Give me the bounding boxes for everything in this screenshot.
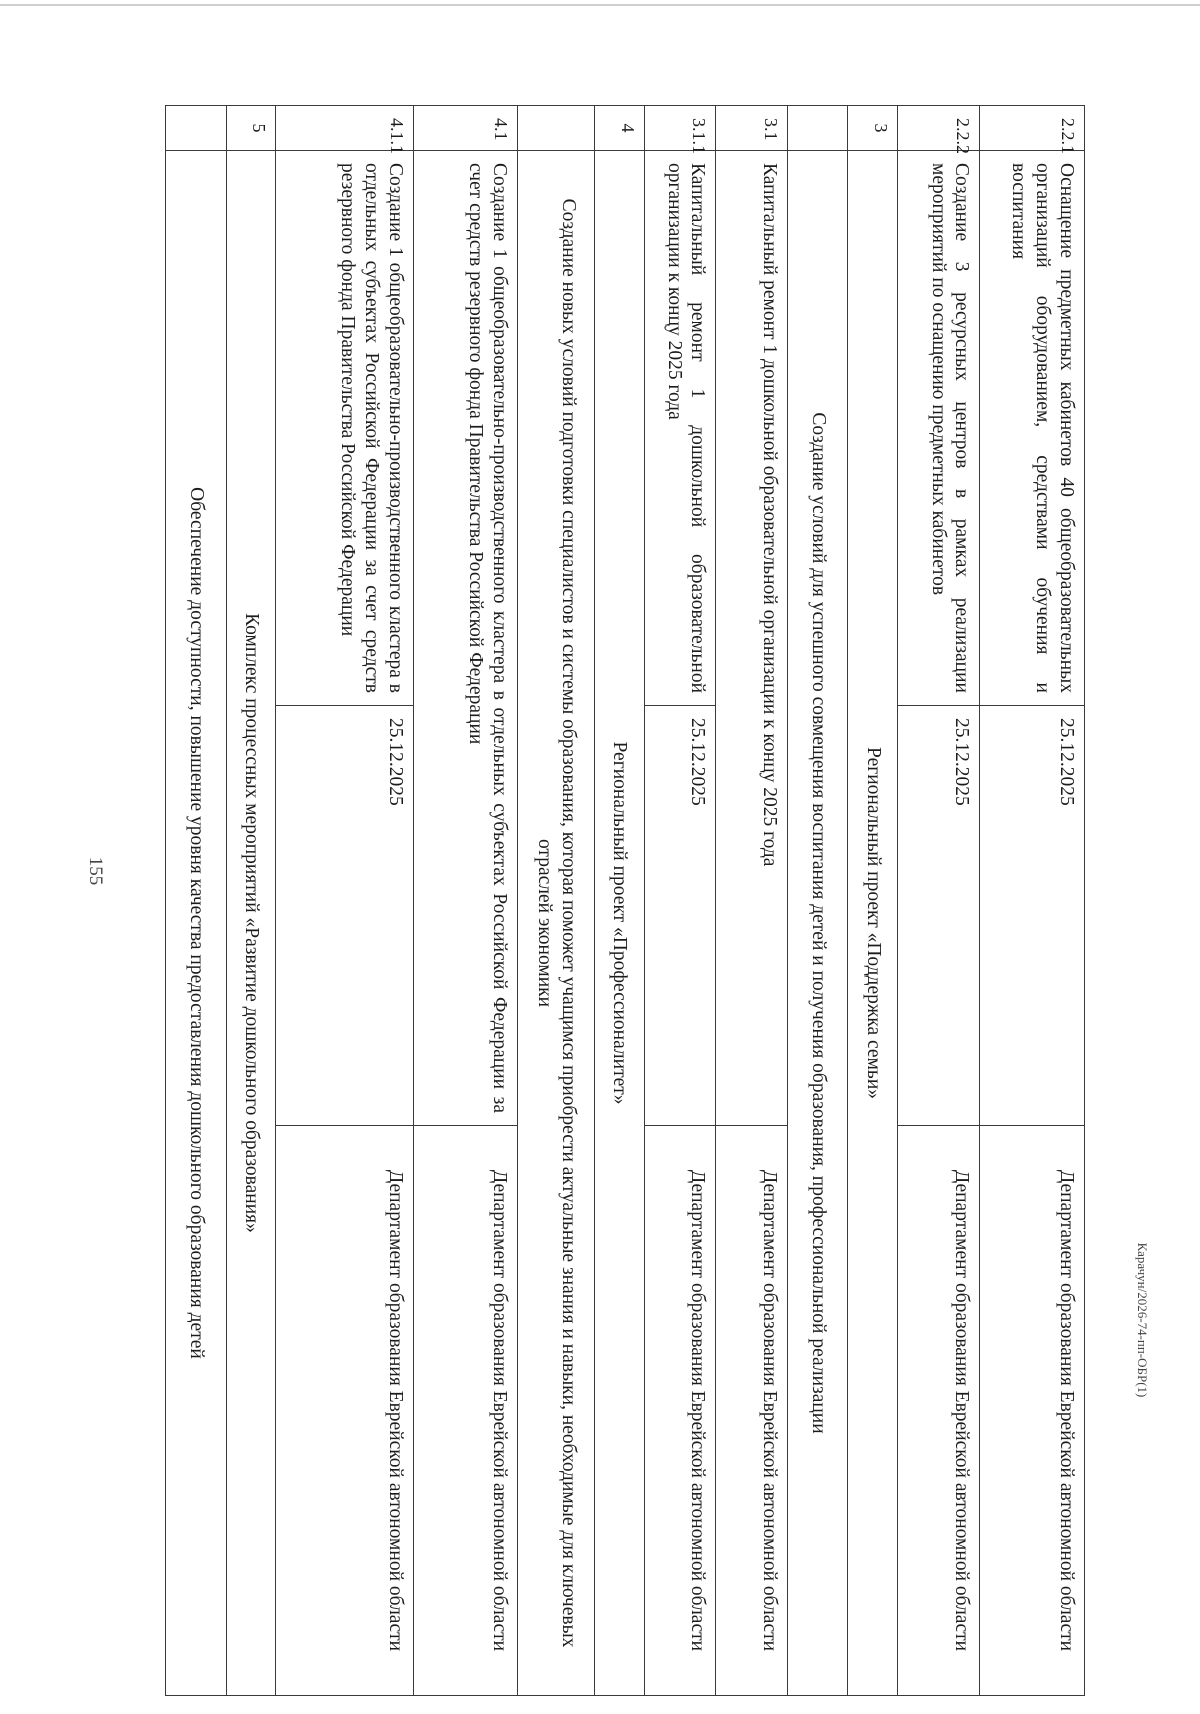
activities-table [165,105,1085,1696]
section-goal: Создание новых условий подготовки специалистов и системы образования, которая поможет учащимся приобрести актуальные знания и навыки, необходимые для ключевых отраслей экономики [518,151,595,1696]
row-number: 2.2.1 [980,106,1085,151]
table-row [848,106,898,1696]
row-number: 2.2.2 [897,106,980,151]
section-goal: Создание условий для успешного совмещения воспитания детей и получения образования, профессиональной реализации [787,151,848,1696]
table-row [644,106,716,1696]
row-number: 4.1.1 [276,106,414,151]
row-number: 4 [595,106,645,151]
section-goal: Обеспечение доступности, повышение уровня качества предоставления дошкольного образования детей [166,151,227,1696]
table-row [226,106,276,1696]
section-heading: Комплекс процессных мероприятий «Развитие дошкольного образования» [226,151,276,1696]
table-row [980,106,1085,1696]
table-row [897,106,980,1696]
deadline-date: 25.12.2025 [276,706,414,1126]
responsible-party: Департамент образования Еврейской автономной области [716,1126,788,1696]
rotated-table-container [165,105,1085,1695]
row-number: 3.1.1 [644,106,716,151]
activity-text: Создание 1 общеобразовательно-производственного кластера в отдельных субъектах Российской Федерации за счет средств резервного фонда Правительства Российской Федерации [413,151,518,1126]
table-row [787,106,848,1696]
responsible-party: Департамент образования Еврейской автономной области [276,1126,414,1696]
table-row [595,106,645,1696]
row-number: 4.1 [413,106,518,151]
page-number: 155 [85,856,106,886]
table-row [166,106,227,1696]
table-row [413,106,518,1696]
activity-text: Капитальный ремонт 1 дошкольной образовательной организации к концу 2025 года [716,151,788,1126]
activity-text: Капитальный ремонт 1 дошкольной образовательной организации к концу 2025 года [644,151,716,706]
table-row [276,106,414,1696]
row-number: 3 [848,106,898,151]
deadline-date: 25.12.2025 [644,706,716,1126]
responsible-party: Департамент образования Еврейской автономной области [413,1126,518,1696]
responsible-party: Департамент образования Еврейской автономной области [980,1126,1085,1696]
responsible-party: Департамент образования Еврейской автономной области [897,1126,980,1696]
section-heading: Региональный проект «Поддержка семьи» [848,151,898,1696]
activity-text: Создание 3 ресурсных центров в рамках реализации мероприятий по оснащению предметных кабинетов [897,151,980,706]
deadline-date: 25.12.2025 [980,706,1085,1126]
table-row [518,106,595,1696]
activity-text: Оснащение предметных кабинетов 40 общеобразовательных организаций оборудованием, средствами обучения и воспитания [980,151,1085,706]
table-row [716,106,788,1696]
row-number: 5 [226,106,276,151]
document-code: Карачун/2026-74-пп-ОБР(1) [1135,1242,1150,1398]
responsible-party: Департамент образования Еврейской автономной области [644,1126,716,1696]
activity-text: Создание 1 общеобразовательно-производственного кластера в отдельных субъектах Российской Федерации за счет средств резервного фонда Правительства Российской Федерации [276,151,414,706]
section-heading: Региональный проект «Профессионалитет» [595,151,645,1696]
row-number: 3.1 [716,106,788,151]
top-scan-edge [0,4,1200,6]
deadline-date: 25.12.2025 [897,706,980,1126]
